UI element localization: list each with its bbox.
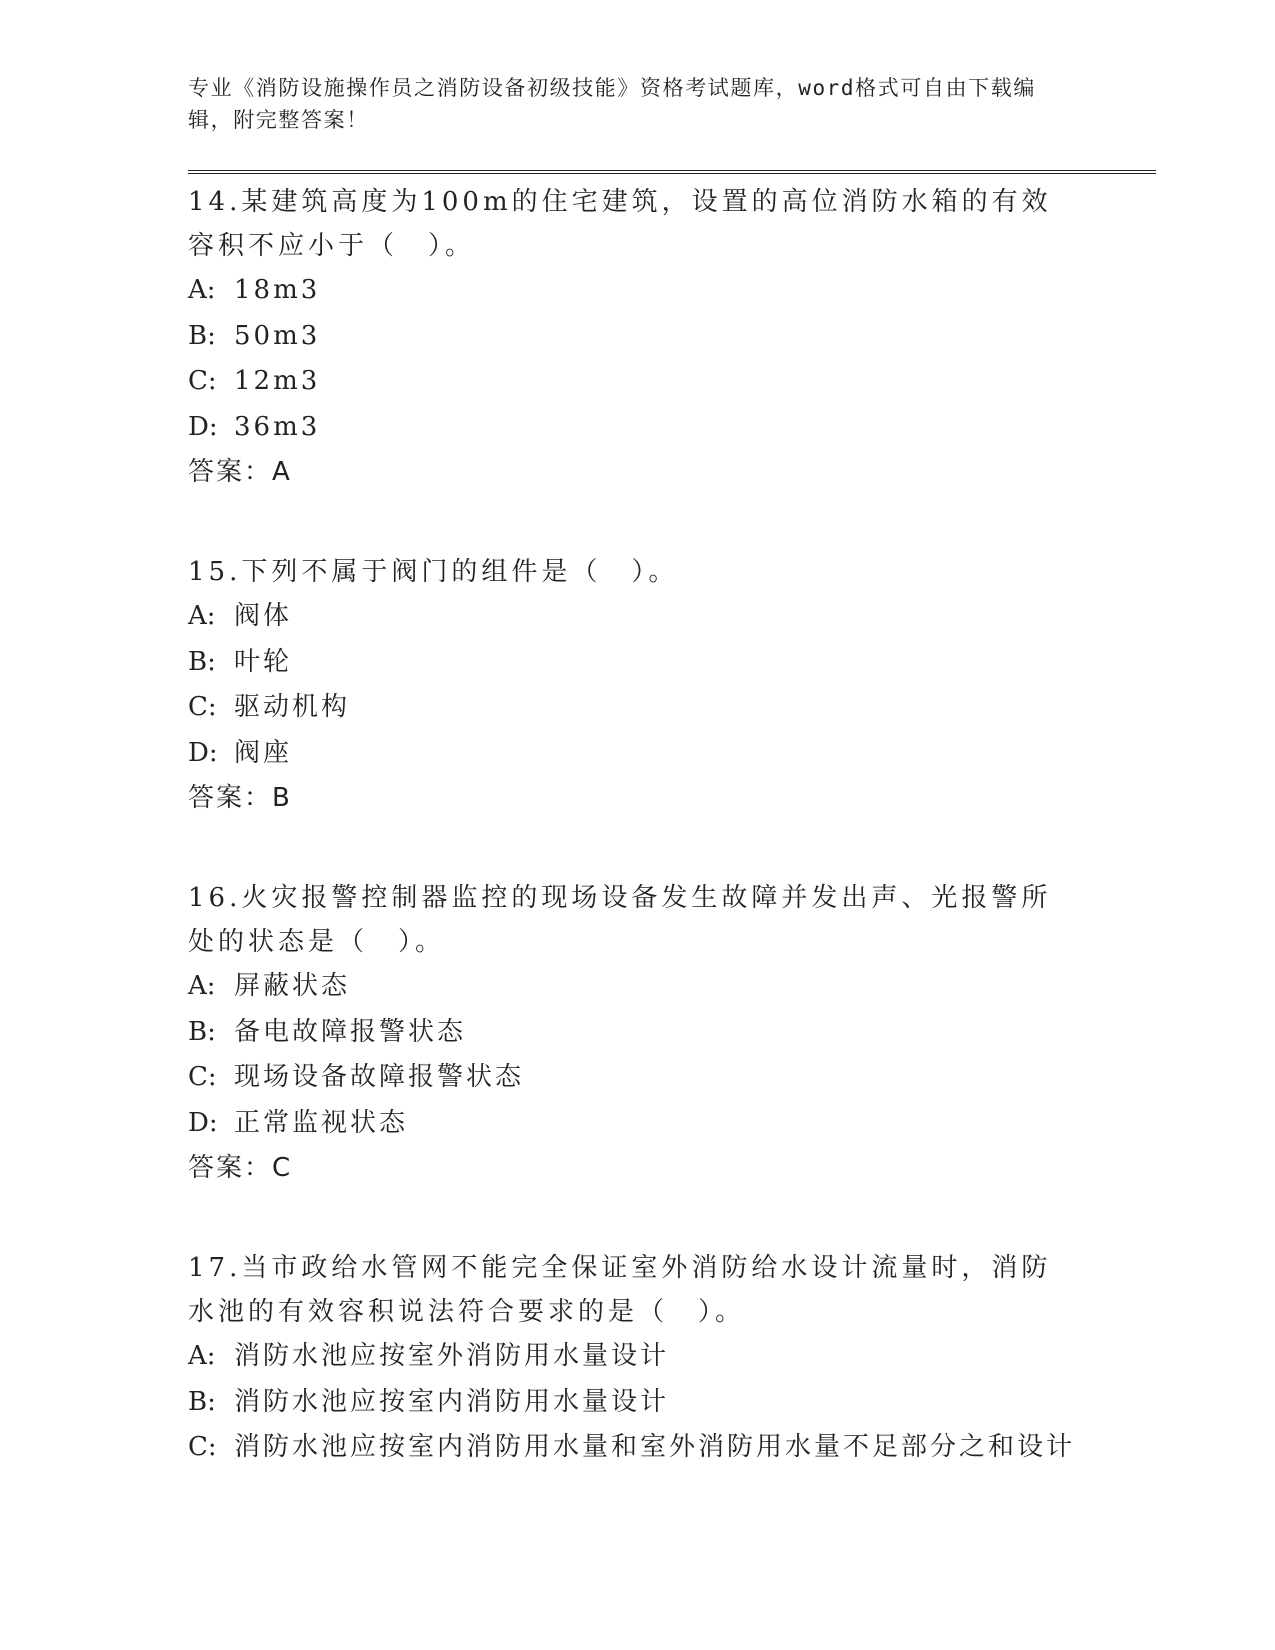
option-text: 屏蔽状态 (234, 971, 351, 1001)
document-intro: 专业《消防设施操作员之消防设备初级技能》资格考试题库，word格式可自由下载编辑，附完整答案！ (188, 76, 1036, 132)
question-17 (188, 1246, 1158, 1471)
option-a (188, 594, 1158, 640)
option-letter: D: (188, 1107, 218, 1138)
answer-line: 答案：B (188, 783, 292, 813)
option-text: 叶轮 (234, 646, 293, 677)
option-text: 正常监视状态 (234, 1107, 409, 1138)
option-d (188, 405, 1158, 451)
question-stem: 17.当市政给水管网不能完全保证室外消防给水设计流量时，消防水池的有效容积说法符合要求的是（ ）。 (188, 1253, 1052, 1327)
option-a (188, 1334, 1158, 1380)
option-text: 36m3 (234, 411, 321, 442)
option-a (188, 268, 1158, 314)
question-list (188, 180, 1158, 1471)
option-c (188, 1425, 1158, 1471)
option-c (188, 359, 1158, 405)
question-14 (188, 180, 1158, 494)
question-15 (188, 550, 1158, 820)
option-b (188, 1010, 1158, 1056)
option-letter: B: (188, 1386, 216, 1417)
option-letter: C: (188, 692, 217, 722)
option-letter: C: (188, 1062, 217, 1092)
option-text: 18m3 (234, 275, 321, 305)
option-letter: A: (188, 971, 216, 1001)
option-text: 阀体 (234, 601, 293, 631)
question-stem: 15.下列不属于阀门的组件是（ ）。 (188, 557, 679, 587)
option-b (188, 314, 1158, 360)
option-b (188, 640, 1158, 686)
document-page (188, 72, 1158, 1527)
option-letter: C: (188, 366, 217, 396)
question-stem: 16.火灾报警控制器监控的现场设备发生故障并发出声、光报警所处的状态是（ ）。 (188, 883, 1052, 957)
option-c (188, 1055, 1158, 1101)
option-text: 消防水池应按室外消防用水量设计 (234, 1341, 670, 1371)
option-letter: D: (188, 411, 218, 442)
option-letter: A: (188, 1341, 216, 1371)
option-text: 阀座 (234, 737, 293, 768)
option-text: 备电故障报警状态 (234, 1016, 467, 1047)
question-stem: 14.某建筑高度为100m的住宅建筑，设置的高位消防水箱的有效容积不应小于（ ）。 (188, 187, 1052, 261)
option-letter: B: (188, 1016, 216, 1047)
option-text: 现场设备故障报警状态 (234, 1062, 525, 1092)
option-c (188, 685, 1158, 731)
option-letter: B: (188, 320, 216, 351)
option-text: 12m3 (234, 366, 321, 396)
question-16 (188, 876, 1158, 1190)
option-text: 消防水池应按室内消防用水量和室外消防用水量不足部分之和设计 (234, 1432, 1076, 1462)
option-d (188, 1101, 1158, 1147)
option-letter: D: (188, 737, 218, 768)
option-text: 驱动机构 (234, 692, 351, 722)
option-letter: A: (188, 275, 216, 305)
option-b (188, 1380, 1158, 1426)
option-letter: C: (188, 1432, 217, 1462)
option-letter: A: (188, 601, 216, 631)
option-d (188, 731, 1158, 777)
option-text: 消防水池应按室内消防用水量设计 (234, 1386, 670, 1417)
option-letter: B: (188, 646, 216, 677)
option-a (188, 964, 1158, 1010)
option-text: 50m3 (234, 320, 321, 351)
answer-line: 答案：A (188, 457, 292, 487)
answer-line: 答案：C (188, 1153, 293, 1183)
header-divider (188, 170, 1156, 174)
